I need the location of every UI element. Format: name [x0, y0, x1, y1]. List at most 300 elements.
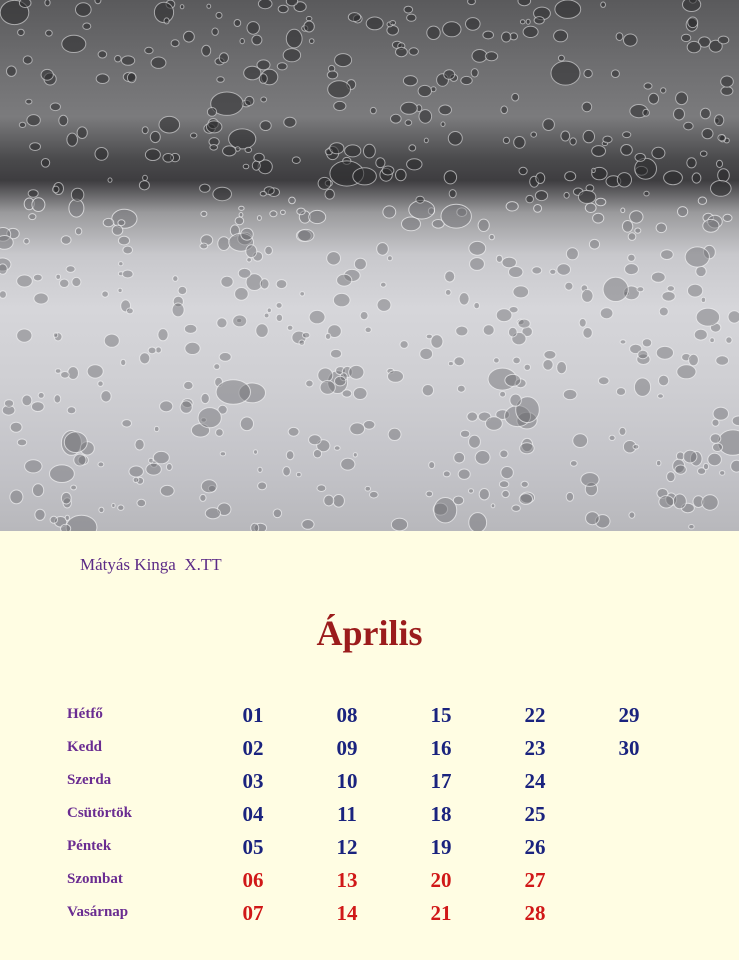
raindrop-shape: [623, 132, 631, 138]
day-label: Szombat: [67, 871, 123, 887]
raindrop-shape: [469, 241, 486, 255]
raindrop-shape: [651, 272, 665, 282]
raindrop-shape: [118, 220, 125, 226]
raindrop-shape: [726, 337, 732, 343]
raindrop-shape: [59, 115, 68, 125]
raindrop-shape: [523, 26, 538, 37]
raindrop-shape: [468, 0, 476, 5]
raindrop-shape: [696, 266, 706, 276]
day-label: Péntek: [67, 838, 112, 854]
raindrop-shape: [276, 303, 282, 309]
raindrop-shape: [620, 340, 626, 344]
raindrop-shape: [454, 452, 465, 463]
raindrop-shape: [121, 359, 126, 365]
raindrop-shape: [327, 71, 337, 79]
raindrop-shape: [635, 228, 641, 233]
day-label: Csütörtök: [67, 805, 133, 821]
raindrop-shape: [717, 160, 723, 167]
raindrop-shape: [700, 108, 710, 119]
raindrop-shape: [592, 146, 606, 157]
raindrop-shape: [461, 76, 472, 84]
date-cell: 22: [524, 703, 546, 727]
raindrop-shape: [472, 50, 487, 63]
calendar-row: [0, 901, 739, 937]
date-cell: 13: [336, 868, 358, 892]
day-label: Kedd: [67, 739, 103, 755]
raindrop-shape: [453, 496, 463, 505]
raindrop-shape: [667, 286, 674, 291]
raindrop-shape: [503, 137, 509, 143]
raindrop-shape: [61, 492, 71, 504]
raindrop-shape: [257, 216, 261, 221]
raindrop-shape: [143, 175, 148, 180]
raindrop-shape: [700, 151, 707, 156]
raindrop-shape: [586, 512, 600, 525]
raindrop-shape: [140, 353, 150, 364]
raindrop-shape: [628, 233, 636, 241]
raindrop-shape: [324, 495, 334, 506]
raindrop-shape: [171, 40, 179, 47]
raindrop-shape: [127, 73, 136, 83]
raindrop-shape: [366, 17, 383, 30]
raindrop-shape: [444, 171, 456, 184]
raindrop-shape: [478, 219, 489, 231]
raindrop-shape: [333, 495, 344, 508]
raindrop-shape: [694, 329, 707, 340]
raindrop-shape: [388, 371, 404, 383]
date-cell: 21: [430, 901, 452, 925]
raindrop-shape: [41, 159, 49, 168]
raindrop-shape: [32, 402, 45, 412]
raindrop-shape: [581, 473, 599, 487]
raindrop-shape: [419, 110, 432, 124]
date-cell: 15: [430, 703, 452, 727]
raindrop-shape: [201, 211, 207, 216]
raindrop-shape: [154, 426, 159, 431]
raindrop-shape: [245, 96, 254, 105]
raindrop-shape: [151, 57, 166, 68]
raindrop-shape: [74, 454, 86, 466]
raindrop-shape: [466, 18, 481, 31]
date-cell: 04: [242, 802, 264, 826]
raindrop-shape: [55, 369, 61, 373]
calendar-row: [0, 868, 739, 904]
raindrop-shape: [297, 208, 305, 215]
raindrop-shape: [708, 453, 722, 465]
raindrop-shape: [509, 327, 518, 337]
raindrop-shape: [703, 463, 708, 469]
calendar-row: [0, 736, 739, 772]
raindrop-shape: [17, 439, 26, 446]
raindrop-shape: [711, 181, 732, 197]
day-label: Hétfő: [67, 706, 103, 722]
raindrop-shape: [77, 127, 87, 139]
raindrop-shape: [721, 76, 734, 87]
raindrop-shape: [54, 395, 61, 403]
raindrop-shape: [238, 268, 251, 278]
raindrop-shape: [302, 332, 309, 338]
raindrop-shape: [501, 106, 508, 114]
raindrop-shape: [335, 54, 352, 67]
raindrop-shape: [284, 117, 296, 127]
raindrop-shape: [557, 362, 567, 374]
raindrop-shape: [617, 173, 631, 187]
raindrop-shape: [583, 328, 592, 339]
raindrop-shape: [544, 351, 556, 360]
raindrop-shape: [519, 494, 532, 505]
raindrop-shape: [685, 247, 709, 267]
raindrop-shape: [330, 349, 341, 358]
date-cell: 01: [242, 703, 264, 727]
raindrop-shape: [217, 77, 224, 83]
raindrop-shape: [112, 225, 123, 235]
raindrop-shape: [469, 435, 481, 448]
raindrop-shape: [146, 463, 161, 475]
raindrop-shape: [471, 69, 478, 77]
raindrop-shape: [441, 204, 471, 228]
raindrop-shape: [443, 471, 450, 477]
raindrop-shape: [104, 334, 119, 347]
raindrop-shape: [445, 290, 451, 296]
raindrop-shape: [234, 20, 241, 27]
raindrop-shape: [200, 243, 208, 249]
raindrop-shape: [418, 85, 431, 96]
raindrop-shape: [396, 169, 407, 180]
raindrop-shape: [683, 450, 697, 463]
raindrop-shape: [531, 132, 537, 137]
raindrop-shape: [17, 329, 32, 342]
raindrop-shape: [698, 197, 706, 204]
raindrop-shape: [427, 26, 440, 39]
raindrop-shape: [489, 234, 494, 239]
raindrop-shape: [603, 277, 628, 301]
raindrop-shape: [713, 443, 723, 451]
raindrop-shape: [23, 56, 32, 64]
raindrop-shape: [557, 264, 571, 275]
raindrop-shape: [309, 39, 314, 44]
raindrop-shape: [401, 102, 418, 114]
raindrop-shape: [391, 518, 407, 531]
raindrop-shape: [526, 19, 530, 24]
raindrop-shape: [118, 288, 122, 292]
raindrop-shape: [630, 211, 643, 223]
raindrop-shape: [661, 88, 666, 93]
raindrop-shape: [277, 63, 287, 70]
raindrop-shape: [325, 333, 330, 339]
raindrop-shape: [98, 462, 104, 467]
raindrop-shape: [582, 290, 593, 303]
raindrop-shape: [377, 243, 389, 256]
raindrop-shape: [687, 41, 701, 52]
date-cell: 07: [242, 901, 264, 925]
raindrop-shape: [261, 97, 267, 102]
raindrop-shape: [470, 258, 485, 271]
raindrop-shape: [566, 492, 573, 501]
date-cell: 19: [430, 835, 452, 859]
raindrop-shape: [328, 81, 351, 98]
raindrop-shape: [499, 481, 508, 488]
raindrop-shape: [598, 377, 609, 385]
raindrop-shape: [180, 5, 184, 9]
raindrop-shape: [0, 291, 6, 299]
raindrop-shape: [6, 66, 16, 76]
date-cell: 11: [337, 802, 357, 826]
raindrop-shape: [388, 256, 393, 261]
raindrop-shape: [388, 428, 401, 440]
raindrop-shape: [87, 365, 103, 378]
raindrop-shape: [449, 190, 456, 198]
date-cell: 06: [242, 868, 264, 892]
raindrop-shape: [27, 115, 40, 126]
raindrop-shape: [251, 523, 259, 531]
raindrop-shape: [317, 485, 326, 492]
raindrop-shape: [139, 181, 149, 190]
raindrop-shape: [502, 32, 511, 42]
raindrop-shape: [28, 190, 38, 198]
raindrop-shape: [22, 395, 32, 406]
raindrop-shape: [288, 427, 299, 436]
raindrop-shape: [534, 205, 542, 213]
date-cell: 20: [430, 868, 452, 892]
raindrop-shape: [67, 407, 76, 414]
date-cell: 27: [524, 868, 546, 892]
raindrop-shape: [555, 0, 581, 18]
raindrop-shape: [300, 292, 305, 296]
raindrop-shape: [403, 76, 417, 86]
raindrop-shape: [26, 99, 32, 104]
raindrop-shape: [283, 467, 291, 476]
raindrop-shape: [24, 238, 30, 244]
raindrop-shape: [664, 171, 683, 185]
raindrop-shape: [474, 303, 480, 309]
raindrop-shape: [479, 489, 489, 500]
raindrop-shape: [67, 133, 78, 146]
raindrop-shape: [583, 130, 594, 142]
raindrop-shape: [98, 51, 107, 58]
date-cell: 17: [430, 769, 452, 793]
raindrop-shape: [459, 293, 469, 305]
raindrop-shape: [364, 144, 376, 158]
raindrop-shape: [243, 164, 249, 168]
date-cell: 23: [524, 736, 546, 760]
raindrop-shape: [625, 264, 639, 275]
raindrop-shape: [611, 70, 619, 78]
raindrop-shape: [198, 408, 221, 428]
raindrop-shape: [184, 31, 195, 42]
raindrop-shape: [296, 472, 301, 476]
raindrop-shape: [53, 333, 57, 337]
raindrop-shape: [69, 199, 84, 217]
raindrop-shape: [50, 103, 60, 111]
date-cell: 12: [336, 835, 358, 859]
raindrop-shape: [219, 353, 231, 362]
raindrop-shape: [674, 108, 685, 120]
raindrop-shape: [213, 187, 232, 200]
raindrop-shape: [524, 364, 530, 370]
raindrop-shape: [491, 504, 495, 508]
raindrop-shape: [233, 315, 247, 327]
raindrop-shape: [720, 471, 725, 476]
raindrop-shape: [252, 161, 260, 170]
raindrop-shape: [66, 266, 75, 273]
raindrop-shape: [718, 135, 725, 141]
raindrop-shape: [431, 335, 443, 348]
raindrop-shape: [565, 282, 573, 290]
raindrop-shape: [75, 228, 81, 235]
raindrop-shape: [354, 258, 366, 270]
raindrop-shape: [292, 157, 300, 164]
raindrop-shape: [551, 61, 580, 85]
raindrop-shape: [53, 186, 59, 193]
raindrop-shape: [166, 464, 172, 471]
raindrop-shape: [582, 102, 592, 112]
raindrop-shape: [644, 191, 649, 196]
raindrop-shape: [160, 485, 174, 496]
raindrop-shape: [578, 190, 595, 203]
raindrop-shape: [335, 376, 346, 386]
raindrop-shape: [133, 477, 139, 482]
raindrop-shape: [702, 129, 713, 139]
raindrop-shape: [514, 137, 525, 149]
raindrop-shape: [360, 312, 368, 320]
raindrop-shape: [404, 6, 413, 13]
raindrop-shape: [334, 446, 340, 450]
raindrop-shape: [573, 434, 588, 448]
raindrop-shape: [218, 237, 230, 251]
raindrop-shape: [619, 427, 626, 435]
raindrop-shape: [64, 432, 87, 453]
raindrop-shape: [341, 458, 355, 470]
raindrop-shape: [675, 465, 686, 474]
raindrop-shape: [692, 173, 701, 183]
raindrop-shape: [19, 0, 31, 8]
raindrop-shape: [142, 127, 148, 134]
raindrop-shape: [353, 168, 377, 185]
raindrop-shape: [122, 56, 135, 65]
raindrop-shape: [501, 467, 513, 479]
raindrop-shape: [723, 214, 732, 221]
raindrop-shape: [221, 276, 233, 287]
raindrop-shape: [254, 450, 258, 454]
calendar-row: [0, 769, 739, 805]
raindrop-shape: [448, 362, 453, 366]
raindrop-shape: [18, 29, 25, 35]
raindrop-shape: [703, 219, 719, 232]
raindrop-shape: [635, 153, 645, 161]
raindrop-shape: [320, 381, 335, 395]
raindrop-shape: [448, 132, 462, 146]
raindrop-shape: [512, 93, 519, 101]
raindrop-shape: [601, 2, 606, 7]
raindrop-shape: [309, 310, 325, 323]
raindrop-shape: [149, 458, 154, 463]
raindrop-shape: [172, 303, 184, 317]
raindrop-shape: [30, 143, 41, 151]
raindrop-shape: [318, 177, 331, 189]
raindrop-shape: [642, 339, 651, 347]
day-label: Szerda: [67, 772, 112, 788]
raindrop-shape: [119, 262, 123, 266]
raindrop-shape: [164, 18, 169, 24]
raindrop-shape: [99, 507, 104, 512]
raindrop-shape: [382, 166, 394, 175]
raindrop-shape: [376, 158, 385, 168]
raindrop-shape: [714, 115, 723, 126]
raindrop-shape: [207, 121, 222, 133]
raindrop-shape: [518, 0, 531, 6]
raindrop-shape: [681, 34, 690, 41]
raindrop-shape: [659, 375, 669, 386]
raindrop-shape: [112, 503, 115, 507]
raindrop-shape: [258, 467, 262, 472]
date-cell: 03: [242, 769, 264, 793]
raindrop-shape: [520, 443, 534, 454]
raindrop-shape: [334, 101, 346, 110]
raindrop-shape: [370, 491, 379, 498]
raindrop-shape: [219, 53, 228, 63]
raindrop-shape: [247, 258, 252, 262]
raindrop-shape: [701, 297, 705, 302]
raindrop-shape: [628, 254, 635, 261]
raindrop-shape: [184, 324, 196, 333]
raindrop-shape: [101, 391, 111, 402]
raindrop-shape: [276, 280, 287, 289]
raindrop-shape: [673, 494, 686, 509]
raindrop-shape: [158, 329, 168, 341]
raindrop-shape: [409, 48, 418, 55]
raindrop-shape: [216, 380, 250, 405]
raindrop-shape: [281, 210, 286, 214]
date-cell: 24: [524, 769, 546, 793]
raindrop-shape: [135, 439, 144, 450]
raindrop-shape: [327, 252, 341, 265]
raindrop-shape: [688, 17, 698, 28]
raindrop-shape: [536, 173, 545, 184]
raindrop-shape: [61, 372, 70, 379]
raindrop-shape: [365, 327, 371, 332]
raindrop-shape: [518, 319, 530, 328]
raindrop-shape: [309, 435, 322, 445]
raindrop-shape: [98, 381, 103, 386]
raindrop-shape: [306, 17, 312, 21]
raindrop-shape: [585, 203, 596, 212]
raindrop-shape: [33, 484, 44, 497]
raindrop-shape: [563, 389, 577, 399]
raindrop-shape: [129, 466, 143, 477]
raindrop-shape: [201, 393, 209, 403]
raindrop-shape: [264, 313, 269, 318]
raindrop-shape: [564, 192, 569, 198]
raindrop-shape: [520, 20, 525, 24]
raindrop-shape: [50, 516, 57, 523]
raindrop-shape: [246, 245, 257, 258]
raindrop-shape: [223, 146, 236, 156]
raindrop-shape: [330, 143, 344, 154]
raindrop-shape: [532, 267, 542, 274]
date-cell: 25: [524, 802, 546, 826]
raindrop-shape: [422, 385, 433, 396]
raindrop-shape: [732, 416, 739, 426]
raindrop-shape: [350, 423, 365, 435]
raindrop-shape: [407, 159, 422, 170]
date-cell: 14: [336, 901, 358, 925]
raindrop-shape: [409, 145, 416, 151]
raindrop-shape: [505, 374, 521, 386]
raindrop-shape: [207, 4, 211, 8]
date-cell: 02: [242, 736, 264, 760]
raindrop-shape: [126, 308, 133, 314]
raindrop-shape: [145, 149, 160, 161]
